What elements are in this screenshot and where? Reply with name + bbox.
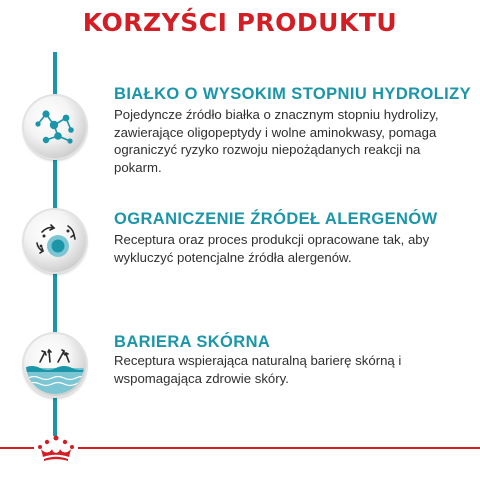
benefit-description-line: ograniczyć ryzyko rozwoju niepożądanych reakcji na (114, 142, 421, 157)
page-title: KORZYŚCI PRODUKTU (82, 8, 398, 37)
benefit-description-line: zawierające oligopeptydy i wolne aminokwasy, pomaga (114, 124, 437, 140)
skin-barrier-icon (24, 334, 86, 396)
benefit-title: BARIERA SKÓRNA (114, 333, 271, 351)
allergen-deflect-icon (24, 210, 86, 272)
benefit-title: OGRANICZENIE ŹRÓDEŁ ALERGENÓW (114, 210, 438, 228)
benefit-description-line: wykluczyć potencjalne źródła alergenów. (114, 249, 352, 265)
benefit-description-line: wspomagająca zdrowie skóry. (114, 370, 289, 386)
footer-divider-right (78, 447, 480, 449)
molecule-icon (24, 96, 86, 158)
benefit-description-line: Receptura oraz proces produkcji opracowane tak, aby (114, 232, 430, 247)
benefit-title: BIAŁKO O WYSOKIM STOPNIU HYDROLIZY (114, 85, 472, 103)
benefit-description (114, 106, 472, 176)
footer-divider-left (0, 447, 34, 449)
benefit-description-line: pokarm. (114, 159, 162, 175)
benefit-description-line: Receptura wspierająca naturalną barierę skórną i (114, 353, 402, 368)
benefit-description (114, 352, 472, 387)
benefit-description-line: Pojedyncze źródło białka o znacznym stopniu hydrolizy, (114, 107, 439, 122)
benefit-description (114, 231, 472, 266)
royal-crown-logo-icon (36, 432, 76, 464)
